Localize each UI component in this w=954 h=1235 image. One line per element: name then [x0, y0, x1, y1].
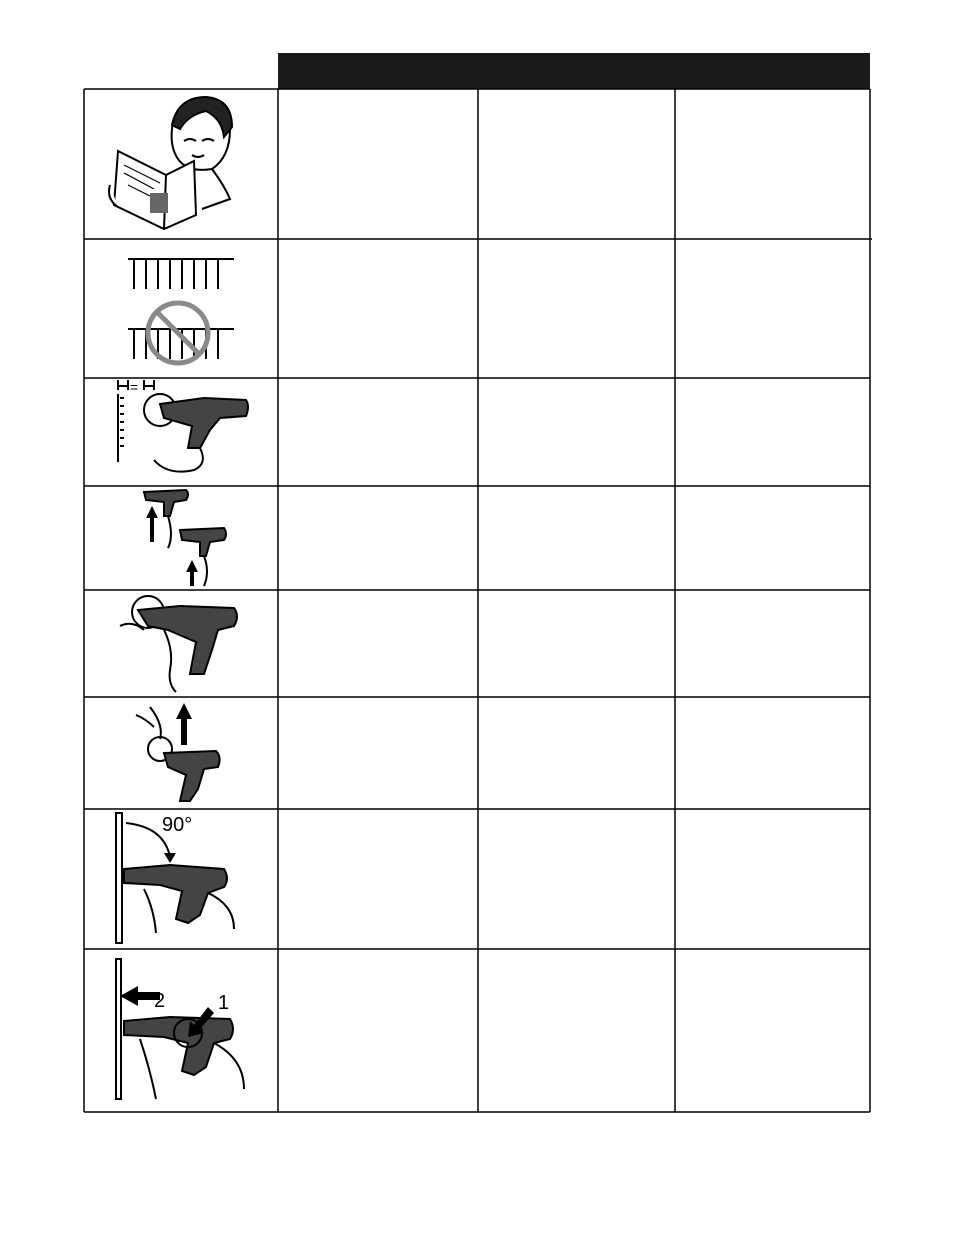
table-row	[84, 239, 870, 378]
table-row	[84, 378, 870, 486]
row-cell-1	[278, 809, 478, 949]
row-cell-1	[278, 239, 478, 378]
depth-gauge-tool-icon	[84, 378, 278, 486]
row-cell-3	[675, 697, 870, 809]
row-cell-3	[675, 89, 870, 239]
row-cell-3	[675, 239, 870, 378]
row-cell-1	[278, 697, 478, 809]
row-cell-3	[675, 590, 870, 697]
row-cell-3	[675, 809, 870, 949]
screw-strip-icon	[84, 239, 278, 378]
row-cell-2	[478, 590, 675, 697]
load-strip-icon	[84, 486, 278, 590]
table-row	[84, 697, 870, 809]
table-header-bar	[278, 53, 870, 89]
row-cell-2	[478, 239, 675, 378]
row-cell-2	[478, 89, 675, 239]
row-cell-2	[478, 378, 675, 486]
row-cell-3	[675, 949, 870, 1112]
step-2-label: 2	[154, 990, 166, 1012]
table-row	[84, 486, 870, 590]
angle-90-icon	[84, 809, 278, 949]
row-cell-2	[478, 949, 675, 1112]
row-cell-1	[278, 949, 478, 1112]
row-cell-3	[675, 378, 870, 486]
feed-strip-icon	[84, 590, 278, 697]
row-cell-1	[278, 89, 478, 239]
remove-tool-icon	[84, 949, 278, 1112]
row-cell-2	[478, 697, 675, 809]
row-cell-2	[478, 809, 675, 949]
row-cell-1	[278, 590, 478, 697]
row-cell-1	[278, 486, 478, 590]
table-row	[84, 949, 870, 1112]
equal-sign-label: =	[130, 379, 139, 395]
row-cell-3	[675, 486, 870, 590]
row-cell-2	[478, 486, 675, 590]
reading-man-icon	[84, 89, 278, 239]
row-cell-1	[278, 378, 478, 486]
table-row	[84, 89, 870, 239]
table-row	[84, 590, 870, 697]
step-1-label: 1	[218, 992, 230, 1014]
angle-label: 90°	[162, 814, 193, 836]
pull-strip-icon	[84, 697, 278, 809]
table-row	[84, 809, 870, 949]
